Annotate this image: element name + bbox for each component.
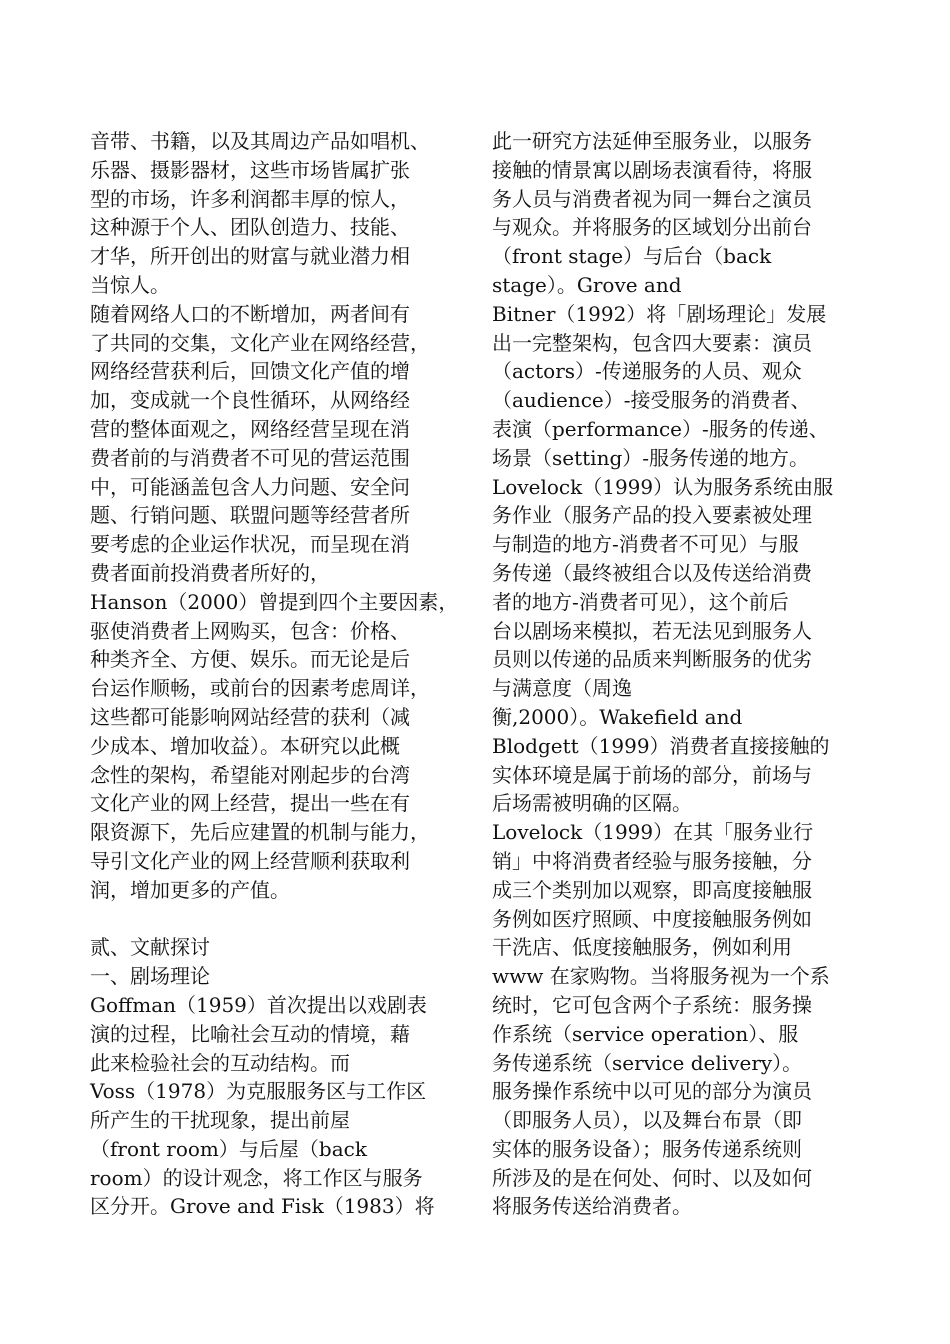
text-line: 题、行销问题、联盟问题等经营者所	[90, 503, 410, 528]
text-line: 台以剧场来模拟，若无法见到服务人	[492, 618, 812, 643]
text-line: 统时，它可包含两个子系统：服务操	[492, 992, 812, 1017]
text-line: 区分开。Grove and Fisk（1983）将	[90, 1194, 435, 1219]
text-line: 这些都可能影响网站经营的获利（减	[90, 704, 410, 729]
text-line: 种类齐全、方便、娱乐。而无论是后	[90, 647, 410, 672]
text-line: 念性的架构，希望能对刚起步的台湾	[90, 762, 410, 787]
text-line: （audience）-接受服务的消费者、	[492, 388, 811, 413]
text-line: 音带、书籍，以及其周边产品如唱机、	[90, 129, 430, 153]
text-line: 销」中将消费者经验与服务接触，分	[492, 848, 812, 873]
text-line: 所涉及的是在何处、何时、以及如何	[492, 1165, 812, 1190]
text-line: Blodgett（1999）消费者直接接触的	[492, 733, 830, 758]
text-line: 润，增加更多的产值。	[90, 877, 290, 902]
text-line: 费者前的与消费者不可见的营运范围	[90, 445, 410, 470]
text-line: 加，变成就一个良性循环，从网络经	[90, 388, 410, 413]
text-line: Hanson（2000）曾提到四个主要因素，	[90, 589, 459, 614]
text-line: 出一完整架构，包含四大要素：演员	[492, 330, 812, 355]
text-line: Lovelock（1999）在其「服务业行	[492, 820, 814, 845]
text-line: 费者面前投消费者所好的，	[90, 560, 330, 585]
text-line: 员则以传递的品质来判断服务的优劣	[492, 647, 812, 672]
text-line: 网络经营获利后，回馈文化产值的增	[90, 359, 410, 384]
text-line: 务传递系统（service delivery）。	[492, 1050, 803, 1075]
text-line: 服务操作系统中以可见的部分为演员	[492, 1079, 812, 1104]
text-line: 者的地方-消费者可见），这个前后	[492, 589, 789, 614]
text-line: 这种源于个人、团队创造力、技能、	[90, 215, 410, 240]
text-line: 了共同的交集，文化产业在网络经营，	[90, 330, 430, 355]
text-line: Goffman（1959）首次提出以戏剧表	[90, 992, 427, 1017]
text-line: 成三个类别加以观察，即高度接触服	[492, 877, 812, 902]
text-line: stage）。Grove and	[492, 272, 682, 297]
text-line: 作系统（service operation）、服	[492, 1021, 799, 1046]
text-line: 表演（performance）-服务的传递、	[492, 416, 829, 441]
text-line: 务人员与消费者视为同一舞台之演员	[492, 186, 812, 211]
text-line: 后场需被明确的区隔。	[492, 791, 692, 816]
text-line: 当惊人。	[90, 272, 170, 297]
text-line: 场景（setting）-服务传递的地方。	[492, 445, 810, 470]
text-line: Bitner（1992）将「剧场理论」发展	[492, 301, 827, 326]
text-line: www 在家购物。当将服务视为一个系	[492, 964, 830, 989]
text-line: 与满意度（周逸	[492, 676, 632, 701]
text-line: 接触的情景寓以剧场表演看待，将服	[492, 157, 812, 182]
text-line: 随着网络人口的不断增加，两者间有	[90, 301, 410, 326]
text-line: （front stage）与后台（back	[492, 244, 772, 269]
text-line: Lovelock（1999）认为服务系统由服	[492, 474, 834, 499]
text-line: 导引文化产业的网上经营顺利获取利	[90, 848, 410, 873]
text-line: 干洗店、低度接触服务，例如利用	[492, 935, 792, 960]
text-line: （front room）与后屋（back	[90, 1136, 367, 1161]
right-text-column	[492, 127, 864, 1221]
text-line: 才华，所开创出的财富与就业潜力相	[90, 244, 410, 269]
text-line: Voss（1978）为克服服务区与工作区	[90, 1079, 427, 1104]
text-line: 贰、文献探讨	[90, 935, 210, 960]
text-line: 台运作顺畅，或前台的因素考虑周详，	[90, 676, 430, 701]
text-line	[90, 905, 462, 934]
text-line: 此一研究方法延伸至服务业，以服务	[492, 129, 812, 153]
text-line: 演的过程，比喻社会互动的情境，藉	[90, 1021, 410, 1046]
text-line: room）的设计观念，将工作区与服务	[90, 1165, 423, 1190]
text-line: 与制造的地方-消费者不可见）与服	[492, 532, 799, 557]
text-line: 驱使消费者上网购买，包含：价格、	[90, 618, 410, 643]
text-line: 营的整体面观之，网络经营呈现在消	[90, 416, 410, 441]
text-line: 一、剧场理论	[90, 964, 210, 989]
text-line: 型的市场，许多利润都丰厚的惊人，	[90, 186, 410, 211]
text-line: 少成本、增加收益）。本研究以此概	[90, 733, 400, 758]
text-line: （即服务人员），以及舞台布景（即	[492, 1108, 802, 1133]
text-line: 文化产业的网上经营，提出一些在有	[90, 791, 410, 816]
text-line: 所产生的干扰现象，提出前屋	[90, 1108, 350, 1133]
text-line: 此来检验社会的互动结构。而	[90, 1050, 350, 1075]
text-line: 与观众。并将服务的区域划分出前台	[492, 215, 812, 240]
text-line: 乐器、摄影器材，这些市场皆属扩张	[90, 157, 410, 182]
text-line: 实体的服务设备）；服务传递系统则	[492, 1136, 802, 1161]
text-line: （actors）-传递服务的人员、观众	[492, 359, 802, 384]
text-line: 限资源下，先后应建置的机制与能力，	[90, 820, 430, 845]
text-line: 中，可能涵盖包含人力问题、安全问	[90, 474, 410, 499]
text-line: 务作业（服务产品的投入要素被处理	[492, 503, 812, 528]
text-line: 实体环境是属于前场的部分，前场与	[492, 762, 812, 787]
text-line: 务例如医疗照顾、中度接触服务例如	[492, 906, 812, 931]
left-text-column	[90, 127, 462, 1221]
text-line: 务传递（最终被组合以及传送给消费	[492, 560, 812, 585]
text-line: 要考虑的企业运作状况，而呈现在消	[90, 532, 410, 557]
text-line: 衡,2000）。Wakefield and	[492, 704, 743, 729]
text-line: 将服务传送给消费者。	[492, 1194, 692, 1219]
